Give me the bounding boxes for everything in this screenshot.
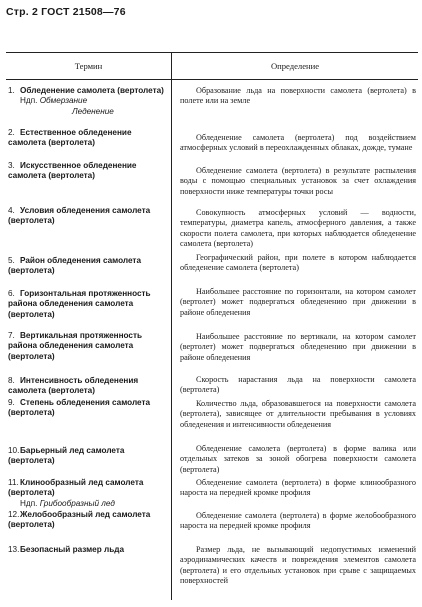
term-name: Обледенение самолета (вертолета) [20, 86, 164, 95]
definition-6: Наибольшее расстояние по горизонтали, на котором самолет (вертолет) может подвергаться обледенению при движении в районе обледенения [180, 287, 416, 317]
definition-13: Размер льда, не вызывающий недопустимых изменений аэродинамических качеств и повреждения элементов самолета (вертолета) и его отдельных установок при срыве с защищаемых поверхностей [180, 545, 416, 586]
page-header: Стр. 2 ГОСТ 21508—76 [6, 6, 126, 18]
term-number: 1. [8, 86, 15, 95]
term-synonym: Ндп. Грибообразный лед [20, 498, 115, 508]
definition-2: Обледенение самолета (вертолета) под воздействием атмосферных условий в переохлажденных облаках, дожде, тумане [180, 133, 416, 153]
definition-3: Обледенение самолета (вертолета) в результате распыления воды с помощью специальных установок за счет охлаждения поверхности ниже температуры точки росы [180, 166, 416, 196]
term-12: 12.Желобообразный лед самолета (вертолета) [8, 510, 151, 530]
definition-7: Наибольшее расстояние по вертикали, на котором самолет (вертолет) может подвергаться обледенению при движении в районе обледенения [180, 332, 416, 362]
definition-9: Количество льда, образовавшегося на поверхности самолета (вертолета), зависящее от длительности пребывания в условиях обледенения и интенсивности обледенения [180, 399, 416, 429]
table-header-rule [6, 79, 418, 80]
column-header-term: Термин [74, 61, 103, 71]
definition-12: Обледенение самолета (вертолета) в форме желобообразного нароста на передней кромке профиля [180, 511, 416, 531]
term-3: 3. Искусственное обледенение самолета (вертолета) [8, 161, 137, 181]
definition-1: Образование льда на поверхности самолета (вертолета) в полете или на земле [180, 86, 416, 106]
term-10: 10.Барьерный лед самолета (вертолета) [8, 446, 125, 466]
definition-4: Совокупность атмосферных условий — водности, температуры, диаметра капель, атмосферного давления, а также скорости полета самолета, при которых наблюдается обледенение самолета (вертолета) [180, 208, 416, 249]
term-7: 7. Вертикальная протяженность района обледенения самолета (вертолета) [8, 331, 143, 361]
term-1 [8, 86, 170, 117]
definition-10: Обледенение самолета (вертолета) в форме валика или отдельных затеков за зоной обогрева поверхности самолета (вертолета) [180, 444, 416, 474]
column-divider [171, 52, 172, 600]
term-4: 4. Условия обледенения самолета (вертолета) [8, 206, 151, 226]
term-11: 11.Клинообразный лед самолета (вертолета) Ндп. Грибообразный лед [8, 478, 170, 509]
definition-5: Географический район, при полете в котором наблюдается обледенение самолета (вертолета) [180, 253, 416, 273]
column-header-definition: Определение [270, 61, 320, 71]
term-5: 5. Район обледенения самолета (вертолета) [8, 256, 141, 276]
term-2: 2. Естественное обледенение самолета (вертолета) [8, 128, 132, 148]
term-synonym: Ндп. Обмерзание Леденение [20, 96, 114, 116]
definition-11: Обледенение самолета (вертолета) в форме клинообразного нароста на передней кромке профиля [180, 478, 416, 498]
term-9: 9. Степень обледенения самолета (вертолета) [8, 398, 151, 418]
term-13: 13.Безопасный размер льда [8, 545, 124, 554]
definition-8: Скорость нарастания льда на поверхности самолета (вертолета) [180, 375, 416, 395]
term-6: 6. Горизонтальная протяженность района обледенения самолета (вертолета) [8, 289, 151, 319]
table-top-rule [6, 52, 418, 53]
term-8: 8. Интенсивность обледенения самолета (вертолета) [8, 376, 139, 396]
